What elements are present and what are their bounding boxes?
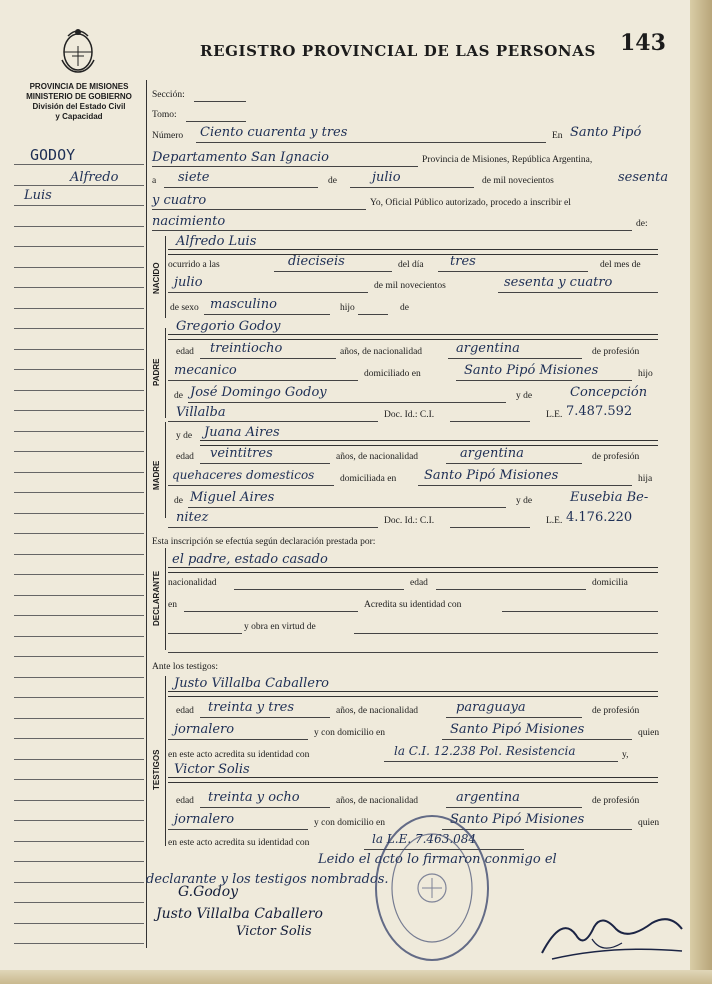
fecha-mes: julio [372, 170, 401, 185]
departamento-value: Departamento San Ignacio [152, 150, 329, 165]
margin-ruled-line [14, 574, 144, 575]
margin-ruled-line [14, 759, 144, 760]
padre-nacionalidad: argentina [456, 341, 520, 356]
madre-madre-nombre: Eusebia Be- [570, 490, 649, 505]
nacido-hora: dieciseis [288, 254, 345, 269]
nacido-nombre: Alfredo Luis [176, 234, 257, 249]
official-seal-icon [372, 812, 492, 964]
fecha-dia-line [164, 187, 318, 188]
margin-ruled-line [14, 390, 144, 391]
mes-line [168, 292, 368, 293]
testigo1-profesion: jornalero [174, 722, 235, 737]
margin-ruled-line [14, 738, 144, 739]
margin-surname: GODOY [30, 146, 76, 164]
nacido-anio: sesenta y cuatro [504, 275, 613, 290]
declarante-intro: Esta inscripción se efectúa según declaración prestada por: [152, 537, 376, 547]
de-colon-label: de: [636, 219, 648, 229]
padre-nacionalidad-line [448, 358, 582, 359]
margin-ruled-line [14, 205, 144, 206]
madre-domicilio: Santo Pipó Misiones [424, 468, 559, 483]
acto-value: nacimiento [152, 214, 226, 229]
de-label: de [328, 176, 337, 186]
testigo2-nacionalidad: argentina [456, 790, 520, 805]
madre-le-value: 4.176.220 [566, 510, 633, 525]
madre-madre-line [168, 527, 378, 528]
madre-section-label: MADRE [152, 460, 161, 490]
margin-ruled-line [14, 841, 144, 842]
madre-domiciliada-label: domiciliada en [340, 474, 397, 484]
sexo-label: de sexo [170, 303, 199, 313]
declarante-obra-label: y obra en virtud de [244, 622, 316, 632]
declarante-edad-line [436, 589, 586, 590]
testigo1-documento: la C.I. 12.238 Pol. Resistencia [394, 744, 576, 758]
testigo1-y-label: y, [622, 750, 629, 760]
declarante-edad-label: edad [410, 578, 428, 588]
testigo2-nacionalidad-label: años, de nacionalidad [336, 796, 419, 806]
margin-ruled-line [14, 308, 144, 309]
margin-ruled-line [14, 779, 144, 780]
de-label-nacido: de [400, 303, 409, 313]
provincia-text: Provincia de Misiones, República Argentina, [422, 155, 593, 165]
testigo1-domicilio-label: y con domicilio en [314, 728, 385, 738]
nacido-anio-line [498, 292, 658, 293]
margin-ruled-line [14, 328, 144, 329]
margin-ruled-line [14, 492, 144, 493]
closing-line-2: declarante y los testigos nombrados. [146, 872, 389, 887]
madre-nacionalidad: argentina [460, 446, 524, 461]
testigo1-domicilio: Santo Pipó Misiones [450, 722, 585, 737]
madre-hija-label: hija [638, 474, 653, 484]
margin-ruled-line [14, 820, 144, 821]
hijo-line [358, 314, 388, 315]
departamento-line [152, 166, 418, 167]
numero-line [196, 142, 546, 143]
testigo2-documento: la L.E. 7.463.084 [372, 832, 477, 846]
padre-de-line [188, 402, 506, 403]
madre-profesion: quehaceres domesticos [172, 468, 315, 482]
hijo-label: hijo [340, 303, 355, 313]
margin-ruled-line [14, 164, 144, 165]
declarante-section-label: DECLARANTE [152, 570, 161, 626]
testigo2-nacionalidad-line [446, 807, 582, 808]
margin-ruled-line [14, 861, 144, 862]
testigo2-profesion-label: de profesión [592, 796, 640, 806]
en-value: Santo Pipó [570, 125, 642, 140]
padre-de-label: de [174, 391, 183, 401]
numero-value: Ciento cuarenta y tres [200, 125, 348, 140]
fecha-anio: sesenta [618, 170, 669, 185]
issuer-division: División del Estado Civil [32, 102, 126, 111]
padre-edad: treintiocho [210, 341, 283, 356]
padre-padre-nombre: José Domingo Godoy [190, 385, 327, 400]
madre-de-label: de [174, 496, 183, 506]
padre-nombre: Gregorio Godoy [176, 319, 281, 334]
padre-section-label: PADRE [152, 358, 161, 386]
testigo1-documento-line [384, 761, 618, 762]
nacido-dia: tres [450, 254, 476, 269]
margin-ruled-line [14, 533, 144, 534]
testigo1-nombre-line [168, 691, 658, 697]
testigo1-edad-label: edad [176, 706, 194, 716]
madre-edad: veintitres [210, 446, 273, 461]
a-label: a [152, 176, 157, 186]
madre-doc-label: Doc. Id.: C.I. [384, 516, 435, 526]
testigo1-profesion-line [168, 739, 308, 740]
fecha-mes-line [350, 187, 474, 188]
testigo1-profesion-label: de profesión [592, 706, 640, 716]
margin-given-name-2: Luis [24, 188, 52, 203]
dia-line [438, 271, 588, 272]
padre-le-label: L.E. [546, 410, 563, 420]
margin-ruled-line [14, 349, 144, 350]
tomo-label: Tomo: [152, 110, 177, 120]
testigos-section-label: TESTIGOS [152, 749, 161, 790]
testigo2-edad: treinta y ocho [208, 790, 300, 805]
madre-nombre: Juana Aires [204, 425, 280, 440]
margin-ruled-line [14, 902, 144, 903]
declarante-line [168, 567, 658, 573]
madre-profesion-label: de profesión [592, 452, 640, 462]
declarante-value: el padre, estado casado [172, 552, 328, 567]
testigo2-acredita-label: en este acto acredita su identidad con [168, 838, 310, 848]
padre-domicilio-line [456, 380, 632, 381]
padre-doc-line [450, 421, 530, 422]
padre-profesion-line [168, 380, 358, 381]
nacido-divider [165, 236, 166, 318]
madre-edad-label: edad [176, 452, 194, 462]
page-number: 143 [620, 30, 666, 56]
coat-of-arms-icon [58, 26, 98, 76]
signature-declarante: G.Godoy [178, 884, 239, 900]
margin-ruled-line [14, 472, 144, 473]
margin-divider [146, 80, 147, 948]
testigo2-profesion: jornalero [174, 812, 235, 827]
margin-ruled-line [14, 636, 144, 637]
sexo-value: masculino [210, 297, 277, 312]
issuer-ministry: MINISTERIO DE GOBIERNO [26, 92, 132, 101]
testigo1-edad-line [200, 717, 330, 718]
testigo1-edad: treinta y tres [208, 700, 295, 715]
margin-ruled-line [14, 185, 144, 186]
testigo2-nombre: Victor Solis [174, 762, 250, 777]
madre-de-line [188, 507, 506, 508]
tomo-line [186, 121, 246, 122]
testigo2-domicilio-label: y con domicilio en [314, 818, 385, 828]
madre-domicilio-line [418, 485, 632, 486]
padre-profesion-label: de profesión [592, 347, 640, 357]
page-title: REGISTRO PROVINCIAL DE LAS PERSONAS [200, 42, 596, 60]
madre-edad-line [200, 463, 330, 464]
padre-madre-nombre: Concepción [570, 385, 648, 400]
margin-ruled-line [14, 513, 144, 514]
declarante-nacionalidad-label: nacionalidad [168, 578, 217, 588]
margin-ruled-line [14, 246, 144, 247]
declarante-end-line [168, 652, 658, 653]
madre-le-label: L.E. [546, 516, 563, 526]
issuer-block [14, 82, 144, 122]
seccion-line [194, 101, 246, 102]
testigos-intro: Ante los testigos: [152, 662, 218, 672]
padre-profesion: mecanico [174, 363, 237, 378]
declarante-en-label: en [168, 600, 177, 610]
numero-label: Número [152, 131, 184, 141]
padre-nombre-line [168, 334, 658, 340]
del-mes-label: del mes de [600, 260, 641, 270]
testigo1-quien-label: quien [638, 728, 660, 738]
padre-le-value: 7.487.592 [566, 404, 633, 419]
declarante-domicilio-label: domicilia [592, 578, 628, 588]
margin-ruled-line [14, 943, 144, 944]
margin-ruled-line [14, 226, 144, 227]
declarante-acredita-label: Acredita su identidad con [364, 600, 462, 610]
madre-profesion-line [168, 485, 334, 486]
signature-testigo-2: Victor Solis [236, 924, 312, 939]
testigo1-nacionalidad-label: años, de nacionalidad [336, 706, 419, 716]
margin-ruled-line [14, 287, 144, 288]
seccion-label: Sección: [152, 90, 185, 100]
margin-ruled-line [14, 882, 144, 883]
padre-doc-label: Doc. Id.: C.I. [384, 410, 435, 420]
de-mil-label-nacido: de mil novecientos [374, 281, 446, 291]
testigo2-edad-label: edad [176, 796, 194, 806]
margin-ruled-line [14, 718, 144, 719]
padre-madre-nombre-2: Villalba [176, 405, 226, 420]
madre-y-de-label: y de [176, 431, 193, 441]
padre-edad-label: edad [176, 347, 194, 357]
padre-domicilio: Santo Pipó Misiones [464, 363, 599, 378]
testigo1-nombre: Justo Villalba Caballero [174, 676, 330, 691]
page-edge [690, 0, 712, 984]
testigo1-nacionalidad-line [446, 717, 582, 718]
en-label: En [552, 131, 563, 141]
page-edge-bottom [0, 970, 712, 984]
margin-ruled-line [14, 267, 144, 268]
testigo2-profesion-line [168, 829, 308, 830]
madre-divider [165, 422, 166, 518]
margin-ruled-line [14, 451, 144, 452]
madre-doc-line [450, 527, 530, 528]
margin-ruled-line [14, 697, 144, 698]
closing-line-1: Leido el acto lo firmaron conmigo el [318, 852, 557, 867]
testigo1-nacionalidad: paraguaya [456, 700, 526, 715]
nacido-nombre-line [168, 249, 658, 255]
testigo2-quien-label: quien [638, 818, 660, 828]
declarante-obra-line [354, 633, 658, 634]
testigos-divider [165, 676, 166, 846]
padre-edad-line [200, 358, 336, 359]
madre-madre-nombre-2: nitez [176, 510, 209, 525]
margin-given-name: Alfredo [70, 170, 119, 185]
hora-line [274, 271, 392, 272]
testigo2-nombre-line [168, 777, 658, 783]
margin-ruled-line [14, 410, 144, 411]
testigo1-acredita-label: en este acto acredita su identidad con [168, 750, 310, 760]
del-dia-label: del día [398, 260, 424, 270]
madre-padre-nombre: Miguel Aires [190, 490, 275, 505]
fecha-dia: siete [178, 170, 210, 185]
issuer-division-2: y Capacidad [55, 112, 103, 121]
padre-domiciliado-label: domiciliado en [364, 369, 421, 379]
padre-madre-line [168, 421, 378, 422]
official-signature-icon [532, 905, 692, 965]
margin-ruled-line [14, 800, 144, 801]
declarante-en-line [184, 611, 358, 612]
declarante-obra-pre-line [168, 633, 242, 634]
testigo1-domicilio-line [442, 739, 632, 740]
padre-hijo-label: hijo [638, 369, 653, 379]
margin-ruled-line [14, 656, 144, 657]
declarante-acredita-line [502, 611, 658, 612]
padre-divider [165, 328, 166, 418]
margin-ruled-line [14, 554, 144, 555]
madre-nacionalidad-label: años, de nacionalidad [336, 452, 419, 462]
ocurrido-label: ocurrido a las [168, 260, 220, 270]
oficial-text: Yo, Oficial Público autorizado, procedo a inscribir el [370, 198, 571, 208]
sexo-line [204, 314, 330, 315]
acto-line [152, 230, 632, 231]
margin-ruled-line [14, 369, 144, 370]
margin-ruled-line [14, 431, 144, 432]
padre-nacionalidad-label: años, de nacionalidad [340, 347, 423, 357]
anio-line [152, 209, 366, 210]
testigo2-domicilio: Santo Pipó Misiones [450, 812, 585, 827]
madre-nacionalidad-line [446, 463, 582, 464]
declarante-divider [165, 548, 166, 650]
signature-testigo-1: Justo Villalba Caballero [156, 906, 323, 922]
nacido-section-label: NACIDO [152, 262, 161, 294]
nacido-mes: julio [174, 275, 203, 290]
padre-y-de-label: y de [516, 391, 533, 401]
madre-y-de-label-2: y de [516, 496, 533, 506]
de-mil-label: de mil novecientos [482, 176, 554, 186]
margin-ruled-line [14, 677, 144, 678]
margin-ruled-line [14, 615, 144, 616]
testigo2-edad-line [200, 807, 330, 808]
fecha-anio-2: y cuatro [152, 193, 207, 208]
margin-ruled-line [14, 923, 144, 924]
margin-ruled-line [14, 595, 144, 596]
declarante-nacionalidad-line [234, 589, 404, 590]
issuer-province: PROVINCIA DE MISIONES [29, 82, 129, 91]
